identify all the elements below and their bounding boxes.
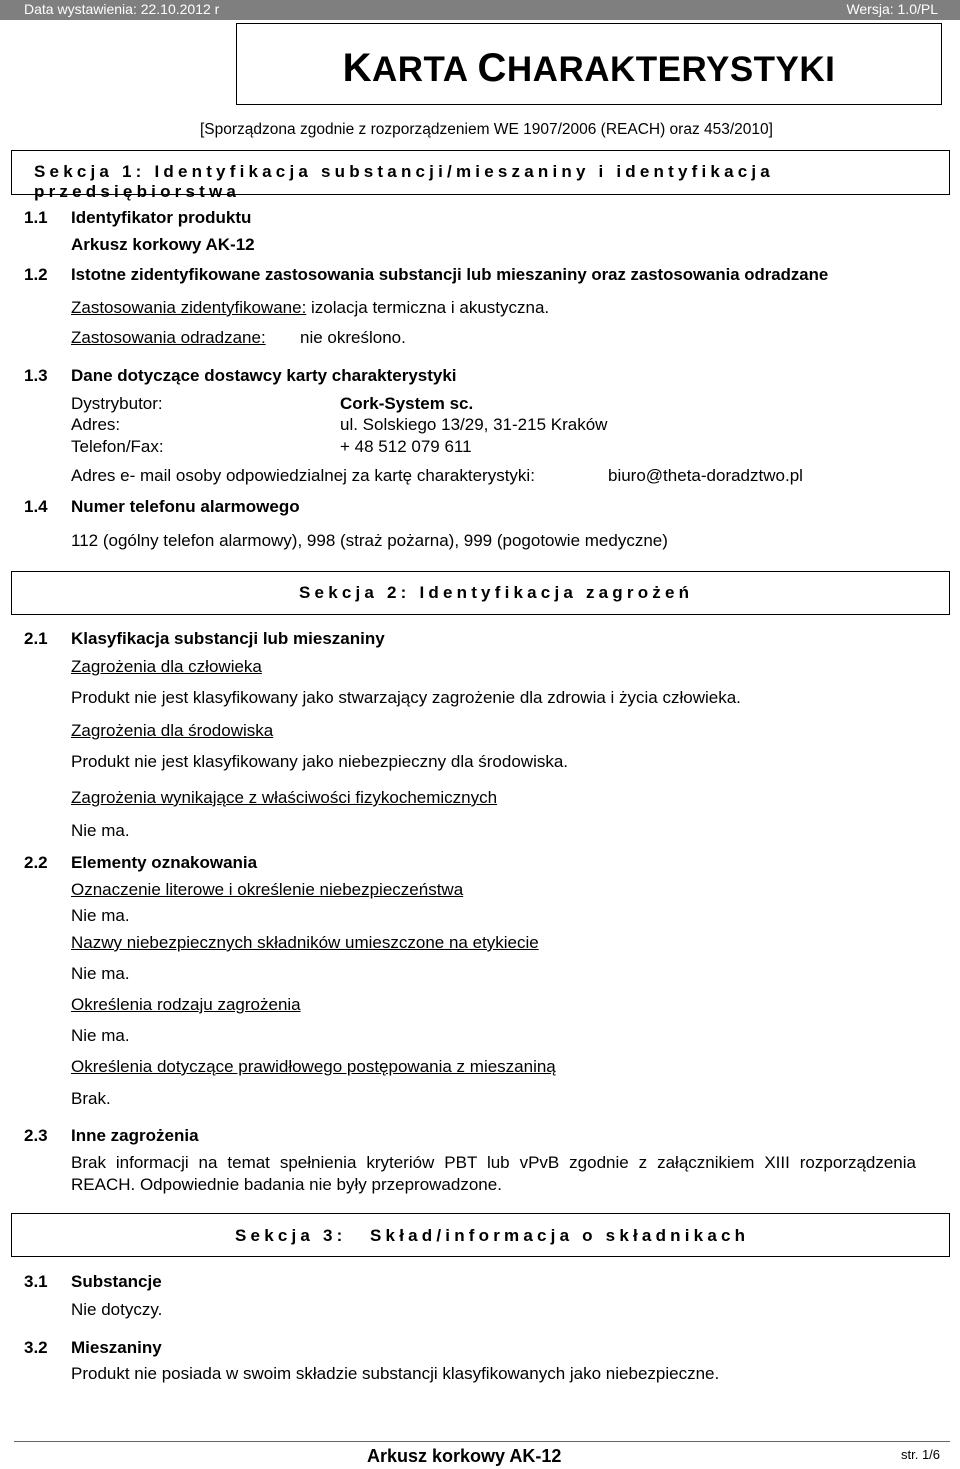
distributor-label: Dystrybutor:	[71, 394, 163, 413]
mixtures-value: Produkt nie posiada w swoim składzie substancji klasyfikowanych jako niebezpieczne.	[71, 1364, 720, 1383]
product-identifier: Arkusz korkowy AK-12	[71, 235, 255, 254]
footer-product: Arkusz korkowy AK-12	[367, 1446, 562, 1466]
section-2-2-heading: Elementy oznakowania	[71, 853, 258, 872]
phone-label: Telefon/Fax:	[71, 437, 164, 456]
top-bar	[0, 0, 960, 20]
email-label: Adres e- mail osoby odpowiedzialnej za kartę charakterystyki:	[71, 466, 535, 485]
advised-against-label: Zastosowania odradzane:	[71, 328, 266, 347]
section-3-title: Skład/informacja o składnikach	[370, 1226, 750, 1245]
section-1-1-number: 1.1	[24, 208, 48, 227]
address-value: ul. Solskiego 13/29, 31-215 Kraków	[340, 415, 608, 434]
phys-hazards-label: Zagrożenia wynikające z właściwości fizykochemicznych	[71, 788, 498, 807]
section-2-title: Sekcja 2: Identyfikacja zagrożeń	[299, 583, 694, 602]
section-1-3-number: 1.3	[24, 366, 48, 385]
identified-uses: Zastosowania zidentyfikowane: izolacja termiczna i akustyczna.	[71, 298, 550, 317]
other-hazards-text: Brak informacji na temat spełnienia kryteriów PBT lub vPvB zgodnie z załącznikiem XIII rozporządzenia REACH. Odpowiednie badania nie były przeprowadzone.	[71, 1153, 916, 1194]
letter-value: Nie ma.	[71, 906, 130, 925]
phys-hazards-value: Nie ma.	[71, 821, 130, 840]
distributor-value: Cork-System sc.	[340, 394, 474, 413]
safety-label: Określenia dotyczące prawidłowego postępowania z mieszaniną	[71, 1057, 556, 1076]
footer-divider	[14, 1441, 950, 1442]
address-label: Adres:	[71, 415, 121, 434]
document-title: KARTA CHARAKTERYSTYKI	[342, 46, 836, 90]
risk-label: Określenia rodzaju zagrożenia	[71, 995, 301, 1014]
section-3-2-heading: Mieszaniny	[71, 1338, 162, 1357]
regulation-note: [Sporządzona zgodnie z rozporządzeniem WE 1907/2006 (REACH) oraz 453/2010]	[200, 121, 773, 138]
human-hazards-label: Zagrożenia dla człowieka	[71, 657, 262, 676]
section-3-box	[11, 1213, 950, 1257]
substances-value: Nie dotyczy.	[71, 1300, 163, 1319]
section-3-title-number: Sekcja 3:	[235, 1226, 347, 1245]
section-1-2-heading: Istotne zidentyfikowane zastosowania substancji lub mieszaniny oraz zastosowania odradzane	[71, 265, 829, 284]
section-1-title: Sekcja 1: Identyfikacja substancji/mieszaniny i identyfikacja przedsiębiorstwa	[34, 162, 774, 201]
section-2-box	[11, 571, 950, 615]
section-2-1-heading: Klasyfikacja substancji lub mieszaniny	[71, 629, 385, 648]
email-value[interactable]: biuro@theta-doradztwo.pl	[608, 466, 803, 485]
issue-date: Data wystawienia: 22.10.2012 r	[24, 1, 220, 17]
human-hazards-value: Produkt nie jest klasyfikowany jako stwarzający zagrożenie dla zdrowia i życia człowieka.	[71, 688, 741, 707]
section-2-1-number: 2.1	[24, 629, 48, 648]
names-value: Nie ma.	[71, 964, 130, 983]
safety-value: Brak.	[71, 1089, 111, 1108]
section-3-2-number: 3.2	[24, 1338, 48, 1357]
phone-value: + 48 512 079 611	[340, 437, 472, 456]
section-1-1-heading: Identyfikator produktu	[71, 208, 252, 227]
version: Wersja: 1.0/PL	[846, 1, 938, 17]
env-hazards-value: Produkt nie jest klasyfikowany jako niebezpieczny dla środowiska.	[71, 752, 569, 771]
section-3-1-heading: Substancje	[71, 1272, 162, 1291]
section-1-3-heading: Dane dotyczące dostawcy karty charakterystyki	[71, 366, 457, 385]
advised-against-value: nie określono.	[300, 328, 406, 347]
names-label: Nazwy niebezpiecznych składników umieszczone na etykiecie	[71, 933, 539, 952]
section-1-box	[11, 150, 950, 201]
section-1-4-number: 1.4	[24, 497, 48, 516]
env-hazards-label: Zagrożenia dla środowiska	[71, 721, 274, 740]
section-1-4-heading: Numer telefonu alarmowego	[71, 497, 300, 516]
section-2-3-heading: Inne zagrożenia	[71, 1126, 199, 1145]
risk-value: Nie ma.	[71, 1026, 130, 1045]
title-box	[236, 23, 942, 105]
emergency-numbers: 112 (ogólny telefon alarmowy), 998 (straż pożarna), 999 (pogotowie medyczne)	[71, 531, 668, 550]
letter-label: Oznaczenie literowe i określenie niebezpieczeństwa	[71, 880, 464, 899]
section-2-3-number: 2.3	[24, 1126, 48, 1145]
footer-page: str. 1/6	[901, 1447, 941, 1462]
section-3-1-number: 3.1	[24, 1272, 48, 1291]
section-1-2-number: 1.2	[24, 265, 48, 284]
section-2-2-number: 2.2	[24, 853, 48, 872]
